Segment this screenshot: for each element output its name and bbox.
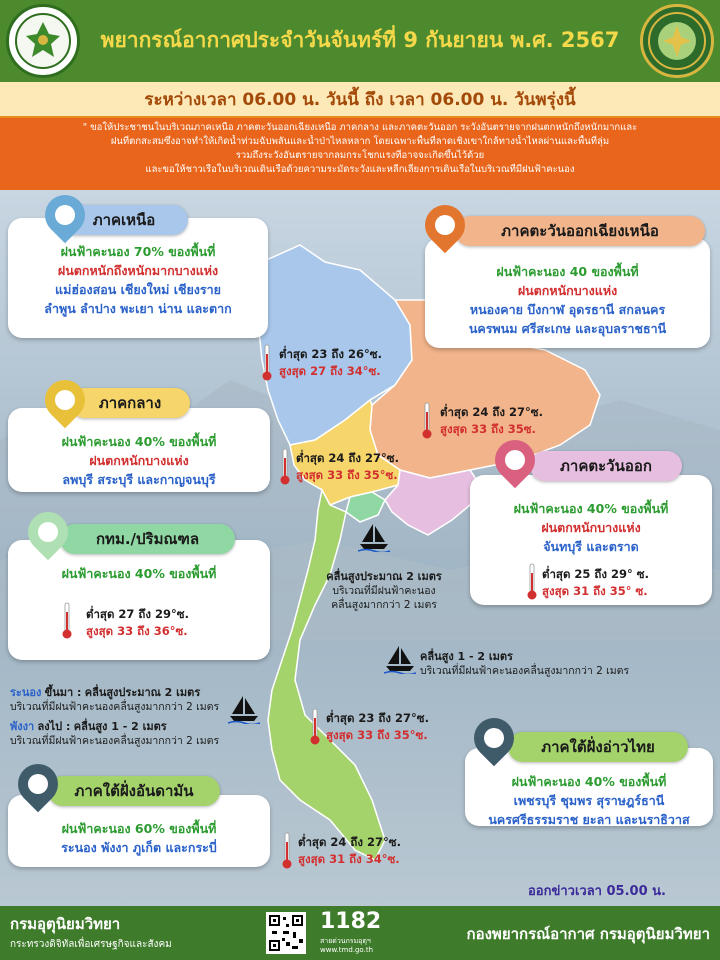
- forecast-period-bar: [0, 82, 720, 118]
- wave-andaman-lower-dir: ลงไป :: [37, 720, 71, 733]
- central-areas: ลพบุรี สระบุรี และกาญจนบุรี: [62, 472, 216, 487]
- central-temp: [296, 450, 399, 484]
- boat-icon: [358, 522, 390, 552]
- boat-icon: [384, 644, 416, 674]
- warning-banner: [0, 118, 720, 190]
- tmd-logo: [640, 4, 714, 78]
- forecast-period: ระหว่างเวลา 06.00 น. วันนี้ ถึง เวลา 06.00 น. วันพรุ่งนี้: [144, 90, 576, 110]
- south-andaman-temp: [298, 834, 401, 868]
- south-andaman-rain: ฝนฟ้าคะนอง 60% ของพื้นที่: [61, 821, 217, 836]
- south-andaman-tag: ภาคใต้ฝั่งอันดามัน: [48, 776, 220, 806]
- warning-line: ฝนที่ตกสะสมซึ่งอาจทำให้เกิดน้ำท่วมฉับพลันและน้ำป่าไหลหลาก โดยเฉพาะพื้นที่ลาดเชิงเขาใกล้ทางน้ำไหลผ่านและพื้นที่ลุ่ม: [110, 136, 610, 147]
- north-temp-low: ต่ำสุด 23 ถึง 26°ซ.: [279, 347, 382, 361]
- northeast-temp-low: ต่ำสุด 24 ถึง 27°ซ.: [440, 405, 543, 419]
- thermometer-icon: [527, 563, 537, 601]
- east-tag: ภาคตะวันออก: [530, 451, 682, 481]
- east-temp-high: สูงสุด 31 ถึง 35° ซ.: [542, 584, 648, 598]
- hotline-number: 1182: [320, 909, 382, 934]
- ministry-logo: [6, 4, 80, 78]
- east-temp: [542, 566, 649, 600]
- thermometer-icon: [62, 602, 72, 640]
- north-rain: ฝนฟ้าคะนอง 70% ของพื้นที่: [60, 244, 216, 259]
- thermometer-icon: [310, 708, 320, 746]
- wave-gulf-lower-title: คลื่นสูง 1 - 2 เมตร: [420, 650, 513, 663]
- south-gulf-temp-high: สูงสุด 33 ถึง 35°ซ.: [326, 728, 428, 742]
- thermometer-icon: [282, 832, 292, 870]
- east-heavy: ฝนตกหนักบางแห่ง: [541, 520, 641, 535]
- central-card: [8, 408, 270, 492]
- central-heavy: ฝนตกหนักบางแห่ง: [89, 453, 189, 468]
- wave-gulf-upper: [322, 570, 446, 612]
- website-link[interactable]: www.tmd.go.th: [320, 946, 373, 954]
- wave-gulf-upper-note: บริเวณที่มีฝนฟ้าคะนอง: [332, 585, 436, 597]
- wave-andaman-upper-place: ระนอง: [10, 686, 42, 699]
- thermometer-icon: [422, 402, 432, 440]
- qr-pattern: [266, 912, 306, 954]
- central-temp-low: ต่ำสุด 24 ถึง 27°ซ.: [296, 451, 399, 465]
- south-gulf-temp: [326, 710, 429, 744]
- north-heavy: ฝนตกหนักถึงหนักมากบางแห่ง: [57, 263, 219, 278]
- east-temp-low: ต่ำสุด 25 ถึง 29° ซ.: [542, 567, 649, 581]
- northeast-heavy: ฝนตกหนักบางแห่ง: [517, 283, 618, 298]
- northeast-tag: ภาคตะวันออกเฉียงเหนือ: [455, 216, 705, 246]
- garuda-emblem-icon: [14, 12, 72, 70]
- page-title: พยากรณ์อากาศประจำวันจันทร์ที่ 9 กันยายน พ.ศ. 2567: [100, 28, 620, 52]
- warning-line: " ขอให้ประชาชนในบริเวณภาคเหนือ ภาคตะวันออกเฉียงเหนือ ภาคกลาง และภาคตะวันออก ระวังอันตรายจากฝนตกหนักถึงหนักมากและ: [82, 122, 638, 133]
- hotline-label: สายด่วนกรมอุตุฯ: [320, 937, 371, 945]
- south-gulf-tag: ภาคใต้ฝั่งอ่าวไทย: [508, 732, 688, 762]
- wave-andaman-upper: [10, 686, 219, 714]
- north-tag: ภาคเหนือ: [60, 205, 188, 235]
- footer-bar: [0, 906, 720, 960]
- south-andaman-temp-high: สูงสุด 31 ถึง 34°ซ.: [298, 852, 400, 866]
- warning-line: รวมถึงระวังอันตรายจากลมกระโชกแรงที่อาจจะเกิดขึ้นไว้ด้วย: [235, 150, 485, 161]
- wave-andaman-lower-note: บริเวณที่มีฝนฟ้าคะนองคลื่นสูงมากกว่า 2 เมตร: [10, 735, 220, 747]
- wave-gulf-lower: [420, 650, 629, 678]
- thermometer-icon: [262, 344, 272, 382]
- north-temp-high: สูงสุด 27 ถึง 34°ซ.: [279, 364, 381, 378]
- east-region-shape: [385, 470, 480, 535]
- footer-dept: กองพยากรณ์อากาศ กรมอุตุนิยมวิทยา: [466, 925, 710, 943]
- footer-ministry: กระทรวงดิจิทัลเพื่อเศรษฐกิจและสังคม: [10, 939, 172, 950]
- south-gulf-areas: นครศรีธรรมราช ยะลา และนราธิวาส: [488, 812, 690, 827]
- qr-code-icon[interactable]: [266, 912, 306, 954]
- wave-andaman-upper-dir: ขึ้นมา :: [44, 686, 82, 699]
- south-gulf-rain: ฝนฟ้าคะนอง 40% ของพื้นที่: [511, 774, 667, 789]
- bangkok-temp: [86, 606, 189, 640]
- wave-andaman-upper-note: บริเวณที่มีฝนฟ้าคะนองคลื่นสูงมากกว่า 2 เมตร: [10, 701, 220, 713]
- south-gulf-temp-low: ต่ำสุด 23 ถึง 27°ซ.: [326, 711, 429, 725]
- wave-andaman-lower-title: คลื่นสูง 1 - 2 เมตร: [73, 720, 167, 733]
- footer-org: กรมอุตุนิยมวิทยา: [10, 915, 121, 933]
- header-bar: [0, 0, 720, 82]
- northeast-rain: ฝนฟ้าคะนอง 40 ของพื้นที่: [496, 264, 639, 279]
- issued-time: ออกข่าวเวลา 05.00 น.: [528, 884, 666, 899]
- warning-line: และขอให้ชาวเรือในบริเวณเดินเรือด้วยความระมัดระวังและหลีกเลี่ยงการเดินเรือในบริเวณที่มีฝนฟ้าคะนอง: [145, 164, 575, 175]
- east-rain: ฝนฟ้าคะนอง 40% ของพื้นที่: [513, 501, 669, 516]
- north-areas: แม่ฮ่องสอน เชียงใหม่ เชียงราย: [55, 282, 221, 297]
- north-card: [8, 218, 268, 338]
- northeast-areas: หนองคาย บึงกาฬ อุดรธานี สกลนคร: [469, 302, 666, 317]
- wave-gulf-lower-note: บริเวณที่มีฝนฟ้าคะนองคลื่นสูงมากกว่า 2 เมตร: [420, 665, 630, 677]
- boat-icon: [228, 694, 260, 724]
- bangkok-temp-high: สูงสุด 33 ถึง 36°ซ.: [86, 624, 188, 638]
- south-andaman-temp-low: ต่ำสุด 24 ถึง 27°ซ.: [298, 835, 401, 849]
- wave-andaman-lower: [10, 720, 219, 748]
- bangkok-tag: กทม./ปริมณฑล: [60, 524, 235, 554]
- bangkok-rain: ฝนฟ้าคะนอง 40% ของพื้นที่: [61, 566, 217, 581]
- north-temp: [279, 346, 382, 380]
- wave-gulf-upper-title: คลื่นสูงประมาณ 2 เมตร: [326, 570, 442, 583]
- bangkok-temp-low: ต่ำสุด 27 ถึง 29°ซ.: [86, 607, 189, 621]
- wave-andaman-upper-title: คลื่นสูงประมาณ 2 เมตร: [84, 686, 201, 699]
- wave-gulf-upper-note: คลื่นสูงมากกว่า 2 เมตร: [331, 599, 437, 611]
- deity-emblem-icon: [647, 11, 707, 71]
- northeast-temp: [440, 404, 543, 438]
- central-rain: ฝนฟ้าคะนอง 40% ของพื้นที่: [61, 434, 217, 449]
- south-gulf-areas: เพชรบุรี ชุมพร สุราษฎร์ธานี: [513, 793, 665, 808]
- wave-andaman-lower-place: พังงา: [10, 720, 35, 733]
- northeast-card: [425, 238, 710, 348]
- thermometer-icon: [280, 448, 290, 486]
- north-areas: ลำพูน ลำปาง พะเยา น่าน และตาก: [44, 301, 232, 316]
- northeast-temp-high: สูงสุด 33 ถึง 35ซ.: [440, 422, 536, 436]
- northeast-areas: นครพนม ศรีสะเกษ และอุบลราชธานี: [468, 321, 667, 336]
- east-areas: จันทบุรี และตราด: [543, 539, 639, 554]
- central-temp-high: สูงสุด 33 ถึง 35°ซ.: [296, 468, 398, 482]
- south-andaman-areas: ระนอง พังงา ภูเก็ต และกระบี่: [61, 840, 217, 855]
- central-tag: ภาคกลาง: [70, 388, 190, 418]
